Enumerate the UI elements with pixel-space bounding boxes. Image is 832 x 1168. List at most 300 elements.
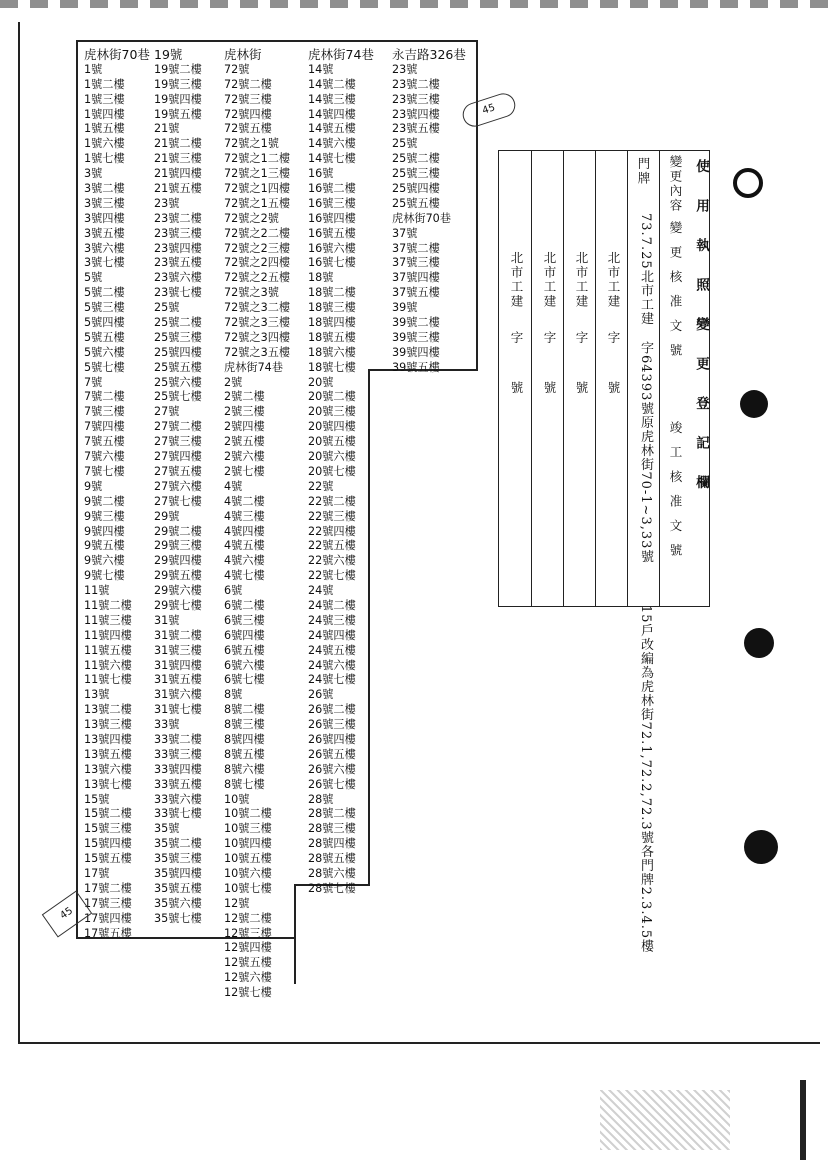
address-entry: 37號	[392, 226, 418, 240]
address-entry: 4號三樓	[224, 509, 265, 523]
address-entry: 9號三樓	[84, 509, 125, 523]
address-entry: 35號四樓	[154, 866, 202, 880]
address-entry: 2號五樓	[224, 435, 265, 449]
register-row-blank-3	[531, 151, 564, 606]
address-entry: 2號七樓	[224, 464, 265, 478]
address-entry: 29號六樓	[154, 584, 202, 598]
address-entry: 31號	[154, 613, 180, 627]
address-entry: 3號五樓	[84, 226, 125, 240]
address-entry: 1號七樓	[84, 152, 125, 166]
row-suffix: 字	[542, 331, 557, 346]
address-entry: 24號二樓	[308, 598, 356, 612]
register-title: 使用執照變更登記欄	[693, 159, 709, 515]
row-no: 號	[542, 381, 557, 396]
address-entry: 28號四樓	[308, 837, 356, 851]
address-entry: 4號二樓	[224, 494, 265, 508]
handwritten-date: 73.7.25北市工建	[638, 213, 653, 326]
address-entry: 26號六樓	[308, 762, 356, 776]
address-entry: 16號五樓	[308, 226, 356, 240]
address-entry: 6號二樓	[224, 598, 265, 612]
row-dept: 北市工建	[606, 251, 621, 309]
address-column-5	[392, 48, 466, 376]
address-entry: 22號	[308, 479, 334, 493]
address-entry: 18號六樓	[308, 345, 356, 359]
address-entry: 24號	[308, 584, 334, 598]
address-entry: 72號四樓	[224, 107, 272, 121]
address-entry: 14號七樓	[308, 152, 356, 166]
address-entry: 28號六樓	[308, 866, 356, 880]
row-suffix: 字	[509, 331, 524, 346]
address-entry: 1號二樓	[84, 77, 125, 91]
address-entry: 11號四樓	[84, 628, 132, 642]
address-entry: 19號五樓	[154, 107, 202, 121]
address-entry: 27號四樓	[154, 450, 202, 464]
address-entry: 25號三樓	[154, 330, 202, 344]
address-entry: 4號五樓	[224, 539, 265, 553]
address-entry: 8號六樓	[224, 762, 265, 776]
address-entry: 23號三樓	[392, 92, 440, 106]
scan-noise	[600, 1090, 730, 1150]
address-entry: 17號五樓	[84, 926, 132, 940]
address-entry: 72號之1二樓	[224, 152, 291, 166]
address-entry: 18號三樓	[308, 301, 356, 315]
address-entry: 39號	[392, 301, 418, 315]
address-entry: 16號二樓	[308, 182, 356, 196]
address-entry: 31號五樓	[154, 673, 202, 687]
row-dept: 北市工建	[509, 251, 524, 309]
address-entry: 72號之3三樓	[224, 316, 291, 330]
address-entry: 22號七樓	[308, 569, 356, 583]
address-entry: 4號六樓	[224, 554, 265, 568]
register-title-column	[689, 151, 709, 606]
address-entry: 29號七樓	[154, 598, 202, 612]
address-column-4	[308, 48, 374, 897]
scan-top-edge	[0, 0, 832, 8]
address-entry: 29號四樓	[154, 554, 202, 568]
address-entry: 23號	[154, 196, 180, 210]
address-entry: 20號六樓	[308, 450, 356, 464]
address-entry: 35號七樓	[154, 911, 202, 925]
column-heading: 永吉路326巷	[392, 47, 466, 62]
address-entry: 12號五樓	[224, 956, 272, 970]
address-entry: 5號	[84, 271, 103, 285]
address-entry: 16號七樓	[308, 256, 356, 270]
address-entry: 33號	[154, 718, 180, 732]
address-entry: 10號七樓	[224, 881, 272, 895]
address-entry: 16號三樓	[308, 196, 356, 210]
top-page-stamp: 45	[460, 90, 519, 130]
address-entry: 18號四樓	[308, 316, 356, 330]
row-suffix: 字	[574, 331, 589, 346]
address-entry: 37號三樓	[392, 256, 440, 270]
address-entry: 27號二樓	[154, 420, 202, 434]
address-entry: 14號五樓	[308, 122, 356, 136]
address-entry: 13號六樓	[84, 762, 132, 776]
address-entry: 3號六樓	[84, 241, 125, 255]
address-entry: 2號六樓	[224, 450, 265, 464]
address-entry: 31號七樓	[154, 703, 202, 717]
address-entry: 5號五樓	[84, 330, 125, 344]
address-entry: 21號三樓	[154, 152, 202, 166]
address-entry: 72號之3五樓	[224, 345, 291, 359]
address-entry: 1號六樓	[84, 137, 125, 151]
address-entry: 26號二樓	[308, 703, 356, 717]
address-entry: 4號	[224, 479, 243, 493]
address-entry: 72號之1五樓	[224, 196, 291, 210]
address-entry: 3號	[84, 167, 103, 181]
address-entry: 27號五樓	[154, 464, 202, 478]
address-entry: 72號之3四樓	[224, 330, 291, 344]
address-entry: 25號二樓	[392, 152, 440, 166]
address-entry: 8號	[224, 688, 243, 702]
address-entry: 19號四樓	[154, 92, 202, 106]
address-entry: 2號	[224, 375, 243, 389]
address-entry: 11號六樓	[84, 658, 132, 672]
address-entry: 72號之2四樓	[224, 256, 291, 270]
register-row-blank-1	[595, 151, 628, 606]
address-entry: 1號四樓	[84, 107, 125, 121]
address-entry: 17號	[84, 866, 110, 880]
row-no: 號	[509, 381, 524, 396]
address-entry: 20號七樓	[308, 464, 356, 478]
binder-hole-ring	[733, 168, 763, 198]
address-entry: 72號之3號	[224, 286, 279, 300]
address-entry: 29號三樓	[154, 539, 202, 553]
address-entry: 14號二樓	[308, 77, 356, 91]
row-dept: 北市工建	[542, 251, 557, 309]
address-entry: 31號三樓	[154, 643, 202, 657]
address-entry: 31號四樓	[154, 658, 202, 672]
address-entry: 24號四樓	[308, 628, 356, 642]
address-entry: 13號四樓	[84, 732, 132, 746]
address-entry: 21號	[154, 122, 180, 136]
address-entry: 7號三樓	[84, 405, 125, 419]
sheet-border-top	[76, 40, 478, 42]
address-entry: 23號二樓	[154, 211, 202, 225]
row-dept: 北市工建	[574, 251, 589, 309]
address-entry: 6號三樓	[224, 613, 265, 627]
address-entry: 4號七樓	[224, 569, 265, 583]
address-entry: 10號五樓	[224, 852, 272, 866]
address-entry: 18號七樓	[308, 360, 356, 374]
address-entry: 18號二樓	[308, 286, 356, 300]
address-entry: 12號四樓	[224, 941, 272, 955]
register-row-blank-2	[563, 151, 596, 606]
address-entry: 27號六樓	[154, 479, 202, 493]
address-entry: 7號四樓	[84, 420, 125, 434]
address-entry: 26號五樓	[308, 747, 356, 761]
address-entry: 20號	[308, 375, 334, 389]
address-entry: 15號五樓	[84, 852, 132, 866]
address-entry: 23號七樓	[154, 286, 202, 300]
column-heading: 虎林街70巷	[84, 47, 150, 62]
address-entry: 20號四樓	[308, 420, 356, 434]
address-entry: 12號六樓	[224, 971, 272, 985]
column-heading: 虎林街	[224, 47, 262, 62]
address-entry: 31號二樓	[154, 628, 202, 642]
address-entry: 25號	[392, 137, 418, 151]
address-entry: 8號三樓	[224, 718, 265, 732]
address-entry: 22號四樓	[308, 524, 356, 538]
address-entry: 13號二樓	[84, 703, 132, 717]
address-entry: 72號之2號	[224, 211, 279, 225]
address-entry: 1號	[84, 62, 103, 76]
address-entry: 9號六樓	[84, 554, 125, 568]
address-entry: 12號三樓	[224, 926, 272, 940]
address-entry: 37號四樓	[392, 271, 440, 285]
address-entry: 16號六樓	[308, 241, 356, 255]
address-entry: 72號之3二樓	[224, 301, 291, 315]
address-entry: 28號三樓	[308, 822, 356, 836]
binder-hole	[740, 390, 768, 418]
address-entry: 21號四樓	[154, 167, 202, 181]
column-heading: 虎林街74巷	[308, 47, 374, 62]
address-entry: 11號三樓	[84, 613, 132, 627]
handwritten-approval: 字64393號原虎林街70-1~3,33號	[638, 341, 653, 564]
address-entry: 26號七樓	[308, 777, 356, 791]
address-entry: 21號五樓	[154, 182, 202, 196]
address-entry: 20號三樓	[308, 405, 356, 419]
address-entry: 9號四樓	[84, 524, 125, 538]
row-no: 號	[574, 381, 589, 396]
corner-page-stamp: 45	[42, 890, 92, 937]
address-entry: 25號六樓	[154, 375, 202, 389]
address-entry: 25號七樓	[154, 390, 202, 404]
address-entry: 25號四樓	[392, 182, 440, 196]
address-entry: 72號之2二樓	[224, 226, 291, 240]
address-entry: 20號五樓	[308, 435, 356, 449]
address-entry: 13號三樓	[84, 718, 132, 732]
address-entry: 15號四樓	[84, 837, 132, 851]
address-entry: 22號三樓	[308, 509, 356, 523]
address-entry: 9號	[84, 479, 103, 493]
address-entry: 13號	[84, 688, 110, 702]
address-entry: 23號	[392, 62, 418, 76]
address-entry: 25號五樓	[154, 360, 202, 374]
address-entry: 6號	[224, 584, 243, 598]
address-entry: 33號五樓	[154, 777, 202, 791]
address-entry: 4號四樓	[224, 524, 265, 538]
address-entry: 72號之1四樓	[224, 182, 291, 196]
register-header-column	[659, 151, 690, 606]
address-column-1	[84, 48, 150, 941]
sheet-border-right	[476, 40, 478, 370]
address-entry: 27號七樓	[154, 494, 202, 508]
address-entry: 7號七樓	[84, 464, 125, 478]
address-entry: 17號二樓	[84, 881, 132, 895]
address-entry: 72號之2五樓	[224, 271, 291, 285]
row-label-door-plate: 門牌	[636, 157, 651, 186]
address-entry: 26號三樓	[308, 718, 356, 732]
address-entry: 35號五樓	[154, 881, 202, 895]
binder-hole	[744, 628, 774, 658]
address-entry: 26號四樓	[308, 732, 356, 746]
address-entry: 39號四樓	[392, 345, 440, 359]
address-entry: 26號	[308, 688, 334, 702]
address-entry: 12號	[224, 896, 250, 910]
address-entry: 25號	[154, 301, 180, 315]
address-entry: 25號四樓	[154, 345, 202, 359]
address-entry: 12號七樓	[224, 986, 272, 1000]
address-entry: 14號六樓	[308, 137, 356, 151]
address-entry: 19號三樓	[154, 77, 202, 91]
address-entry: 25號三樓	[392, 167, 440, 181]
register-row-blank-4	[499, 151, 531, 606]
address-entry: 33號七樓	[154, 807, 202, 821]
address-entry: 27號	[154, 405, 180, 419]
address-entry: 33號四樓	[154, 762, 202, 776]
address-entry: 72號之2三樓	[224, 241, 291, 255]
address-entry: 25號二樓	[154, 316, 202, 330]
address-list-sheet	[76, 40, 478, 1000]
address-entry: 6號四樓	[224, 628, 265, 642]
address-entry: 6號五樓	[224, 643, 265, 657]
address-entry: 13號五樓	[84, 747, 132, 761]
address-entry: 15號三樓	[84, 822, 132, 836]
address-entry: 8號五樓	[224, 747, 265, 761]
address-entry: 72號二樓	[224, 77, 272, 91]
address-entry: 10號	[224, 792, 250, 806]
address-entry: 3號三樓	[84, 196, 125, 210]
address-entry: 5號二樓	[84, 286, 125, 300]
address-entry: 20號二樓	[308, 390, 356, 404]
address-column-2	[154, 48, 202, 927]
address-entry: 72號五樓	[224, 122, 272, 136]
address-entry: 12號二樓	[224, 911, 272, 925]
row-suffix: 字	[606, 331, 621, 346]
address-entry: 35號六樓	[154, 896, 202, 910]
address-entry: 23號四樓	[392, 107, 440, 121]
address-entry: 3號四樓	[84, 211, 125, 225]
address-entry: 10號三樓	[224, 822, 272, 836]
address-entry: 72號三樓	[224, 92, 272, 106]
address-entry: 25號五樓	[392, 196, 440, 210]
address-entry: 22號二樓	[308, 494, 356, 508]
address-entry: 72號之1三樓	[224, 167, 291, 181]
column-heading: 19號	[154, 47, 183, 62]
binder-hole	[744, 830, 778, 864]
change-register-table	[498, 150, 710, 607]
address-entry: 14號	[308, 62, 334, 76]
address-entry: 28號二樓	[308, 807, 356, 821]
address-entry: 14號三樓	[308, 92, 356, 106]
address-entry: 10號四樓	[224, 837, 272, 851]
address-entry: 72號	[224, 62, 250, 76]
address-entry: 5號四樓	[84, 316, 125, 330]
address-entry: 18號	[308, 271, 334, 285]
address-entry: 22號六樓	[308, 554, 356, 568]
address-entry: 28號五樓	[308, 852, 356, 866]
address-entry: 33號三樓	[154, 747, 202, 761]
address-entry: 29號二樓	[154, 524, 202, 538]
address-entry: 6號七樓	[224, 673, 265, 687]
address-entry: 10號六樓	[224, 866, 272, 880]
address-entry: 27號三樓	[154, 435, 202, 449]
address-entry: 15號二樓	[84, 807, 132, 821]
address-entry: 21號二樓	[154, 137, 202, 151]
address-entry: 15號	[84, 792, 110, 806]
address-entry: 13號七樓	[84, 777, 132, 791]
address-entry: 11號	[84, 584, 110, 598]
address-entry: 2號三樓	[224, 405, 265, 419]
address-entry: 39號五樓	[392, 360, 440, 374]
address-entry: 3號二樓	[84, 182, 125, 196]
address-entry: 8號四樓	[224, 732, 265, 746]
address-entry: 3號七樓	[84, 256, 125, 270]
address-entry: 5號七樓	[84, 360, 125, 374]
address-entry: 6號六樓	[224, 658, 265, 672]
address-entry: 17號四樓	[84, 911, 132, 925]
address-entry: 7號六樓	[84, 450, 125, 464]
address-entry: 33號二樓	[154, 732, 202, 746]
address-entry: 1號五樓	[84, 122, 125, 136]
address-entry: 18號五樓	[308, 330, 356, 344]
address-entry: 7號五樓	[84, 435, 125, 449]
address-column-3	[224, 48, 290, 1001]
address-entry: 39號三樓	[392, 330, 440, 344]
address-entry: 11號二樓	[84, 598, 132, 612]
address-entry: 2號二樓	[224, 390, 265, 404]
address-entry: 10號二樓	[224, 807, 272, 821]
address-entry: 35號	[154, 822, 180, 836]
scan-edge-mark	[800, 1080, 806, 1160]
header-change-content: 變更內容	[668, 155, 683, 213]
address-entry: 19號二樓	[154, 62, 202, 76]
address-entry: 37號二樓	[392, 241, 440, 255]
address-entry: 7號	[84, 375, 103, 389]
address-entry: 29號五樓	[154, 569, 202, 583]
row-no: 號	[606, 381, 621, 396]
address-entry: 11號五樓	[84, 643, 132, 657]
address-entry: 22號五樓	[308, 539, 356, 553]
address-entry: 9號二樓	[84, 494, 125, 508]
address-entry: 29號	[154, 509, 180, 523]
address-entry: 72號之1號	[224, 137, 279, 151]
address-entry: 23號五樓	[392, 122, 440, 136]
address-entry: 虎林街74巷	[224, 360, 283, 374]
address-entry: 2號四樓	[224, 420, 265, 434]
address-entry: 9號七樓	[84, 569, 125, 583]
address-entry: 39號二樓	[392, 316, 440, 330]
address-entry: 17號三樓	[84, 896, 132, 910]
register-row-filled	[627, 151, 660, 606]
address-entry: 24號七樓	[308, 673, 356, 687]
address-entry: 31號六樓	[154, 688, 202, 702]
header-change-approval: 變更核准文號	[668, 221, 683, 368]
address-entry: 23號三樓	[154, 226, 202, 240]
address-entry: 24號六樓	[308, 658, 356, 672]
address-entry: 24號三樓	[308, 613, 356, 627]
address-entry: 7號二樓	[84, 390, 125, 404]
address-entry: 14號四樓	[308, 107, 356, 121]
address-entry: 9號五樓	[84, 539, 125, 553]
address-entry: 8號二樓	[224, 703, 265, 717]
address-entry: 28號	[308, 792, 334, 806]
address-entry: 5號六樓	[84, 345, 125, 359]
address-entry: 35號三樓	[154, 852, 202, 866]
address-entry: 5號三樓	[84, 301, 125, 315]
address-entry: 16號	[308, 167, 334, 181]
sheet-step-4	[294, 884, 296, 984]
address-entry: 37號五樓	[392, 286, 440, 300]
address-entry: 11號七樓	[84, 673, 132, 687]
address-entry: 23號四樓	[154, 241, 202, 255]
header-completion-approval: 竣工核准文號	[668, 421, 683, 568]
address-entry: 28號七樓	[308, 881, 356, 895]
address-entry: 33號六樓	[154, 792, 202, 806]
address-entry: 1號三樓	[84, 92, 125, 106]
address-entry: 35號二樓	[154, 837, 202, 851]
